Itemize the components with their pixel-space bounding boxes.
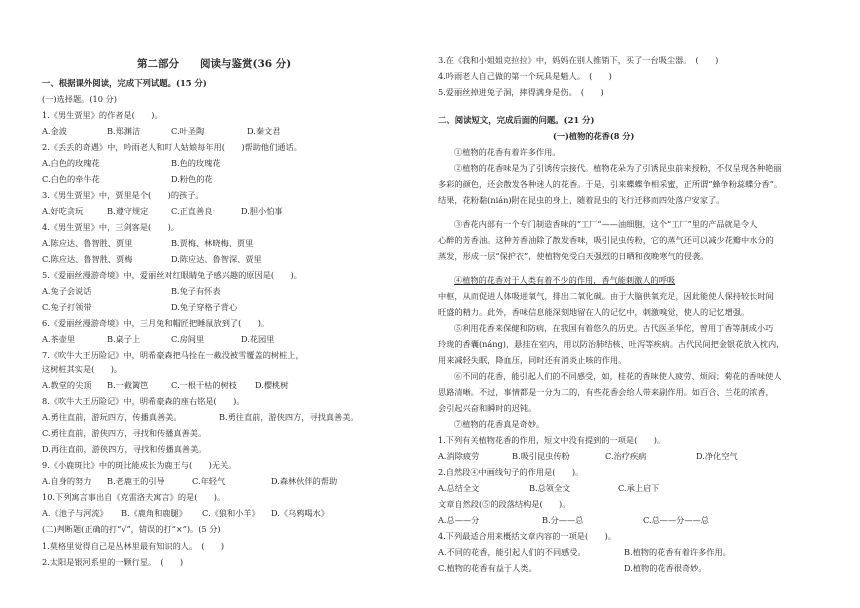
question-1: 1.《男生贾里》的作者是( )。 [42, 110, 163, 120]
option: D.秦文君 [247, 126, 281, 136]
option: C.治疗疾病 [605, 451, 647, 461]
option: A.白色的玫瑰花 [42, 158, 100, 168]
option: A.《池子与河流》 [42, 508, 108, 518]
option: D.植物的花香很奇妙。 [624, 563, 707, 573]
option: A.陈应达、鲁智胜、贾里 [42, 238, 133, 248]
option: D.《乌鸦喝水》 [271, 508, 329, 518]
option: C.正直善良 [171, 206, 213, 216]
option: B.勇往直前，游侠四方，寻找真善美。 [219, 412, 359, 422]
option: C.一根干枯的树枝 [171, 380, 237, 390]
reading-question-1: 1.下列有关植物花香的作用，短文中没有提到的一项是( )。 [438, 435, 666, 445]
paragraph-6-line: ⑥不同的花香，能引起人们的不同感受，如，桂花的香味使人疲劳、烦闷；菊花的香味使人 [454, 371, 782, 381]
option: D.粉色的花 [171, 174, 213, 184]
question-4: 4.《男生贾里》中，三剑客是( )。 [42, 222, 180, 232]
part-title: 第二部分 阅读与鉴赏(36 分) [137, 58, 292, 70]
option: A.不同的花香，能引起人们的不同感受。 [438, 547, 586, 557]
option: B.遵守规定 [107, 206, 149, 216]
option: B.色的玫瑰花 [171, 158, 221, 168]
option: B.贾梅、林晓梅、贾里 [171, 238, 254, 248]
option: D.胆小怕事 [241, 206, 283, 216]
section-2-heading: 二、阅读短文，完成后面的问题。(21 分) [438, 115, 595, 125]
option: A.总——分 [438, 515, 480, 525]
article-title: (一)植物的花香(8 分) [553, 131, 635, 141]
option: A.自身的努力 [42, 476, 92, 486]
question-10: 10.下列寓言事出自《克雷洛夫寓言》的是( )。 [42, 492, 226, 502]
judgement-2: 2.太阳是银河系里的一颗行星。 ( ) [42, 557, 184, 567]
option: D.陈应达、鲁智深、贾里 [171, 254, 262, 264]
paragraph-2-line: 结果，花粉黏(nián)附在昆虫的身上，随着昆虫的飞行迁移而四处落户安家了。 [438, 195, 725, 205]
option: D.净化空气 [696, 451, 738, 461]
question-8: 8.《吹牛大王历险记》中，明希豪森的座右铭是( )。 [42, 396, 245, 406]
reading-question-3: 文章自然段(⑤的段落结构是( )。 [438, 499, 571, 509]
option: C.陈应达、鲁智胜、贾梅 [42, 254, 133, 264]
option: C.白色的牵牛花 [42, 174, 100, 184]
question-7: 7.《吹牛大王历险记》中，明希豪森把马拴在一截没被雪覆盖的树桩上， [42, 350, 304, 360]
paragraph-5-line: 玲珑的香囊(náng)，悬挂在室内，用以防治肺结核、吐泻等疾病。古代民间把金银花放入枕内， [438, 339, 785, 349]
option: C.植物的花香有益于人类。 [438, 563, 537, 573]
question-8-option-d: D.再往直前，游侠四方，寻找和传播真善美。 [42, 444, 207, 454]
judgement-3: 3.在《我和小姐姐克拉拉》中，妈妈在别人推销下，买了一台吸尘器。 ( ) [438, 55, 719, 65]
option: A.茶壶里 [42, 334, 76, 344]
option: A.勇往直前，游玩四方，传播真善美。 [42, 412, 182, 422]
option: B.郑渊洁 [107, 126, 141, 136]
paragraph-4-line: 旺盛的精力。此外，香味信息能深刻地留在人的记忆中，刺激嗅觉，使人的记忆增强。 [438, 307, 750, 317]
judgement-subheading: (二)判断题(正确的打“√”，错误的打“×”)。(5 分) [42, 524, 221, 534]
section-1-heading: 一、根据课外阅读，完成下列试题。(15 分) [42, 78, 207, 88]
option: D.森林伙伴的帮助 [271, 476, 338, 486]
paragraph-5-line: 用来减轻失眠，降血压，同时还有消炎止咳的作用。 [438, 355, 627, 365]
option: B.植物的花香有着许多作用。 [624, 547, 731, 557]
option: A.金波 [42, 126, 67, 136]
option: A.总结全文 [438, 483, 480, 493]
question-7-continued: 这树桩其实是( )。 [42, 364, 123, 374]
paragraph-7: ⑦植物的花香真是奇妙。 [454, 419, 545, 429]
choice-subheading: (一)选择题。(10 分) [42, 94, 117, 104]
option: C.兔子打领带 [42, 302, 92, 312]
paragraph-2-line: ②植物的花香味是为了引诱传宗接代。植物花朵为了引诱昆虫前来授粉，不仅呈现各种艳丽 [454, 163, 782, 173]
paragraph-4-line: 中枢，从而促进人体吸进氧气，排出二氧化碳。由于大脑供氧充足，因此能使人保持较长时间 [438, 291, 774, 301]
option: B.一截篱笆 [107, 380, 149, 390]
option: C.房间里 [171, 334, 205, 344]
question-6: 6.《爱丽丝漫游奇境》中，三月兔和帽匠把睡鼠放到了( )。 [42, 318, 270, 328]
option: B.老鹿王的引导 [107, 476, 165, 486]
paragraph-3-line: ③香花内部有一个专门制造香味的“工厂”——油细胞，这个“工厂”里的产品就是令人 [454, 219, 758, 229]
option: D.花园里 [241, 334, 275, 344]
paragraph-6-line: 思路清晰。不过，事情都是一分为二的，有些花香会给人带来副作用。如百合、兰花的浓香， [438, 387, 774, 397]
paragraph-6-line: 会引起兴奋和瞬时的迟钝。 [438, 403, 537, 413]
option: D.兔子穿格子背心 [171, 302, 238, 312]
option: C.叶圣陶 [171, 126, 205, 136]
option: C.《狼和小羊》 [202, 508, 260, 518]
option: A.好吃贪玩 [42, 206, 84, 216]
option: B.吸引昆虫传粉 [512, 451, 570, 461]
judgement-5: 5.爱丽丝掉进兔子洞，摔得满身是伤。 ( ) [438, 87, 604, 97]
question-2: 2.《丢丢的奇遇》中，吟雨老人和叮人姑娘每年用( )帮助他们通话。 [42, 142, 302, 152]
paragraph-5-line: ⑤利用花香来保健和防病，在我国有着悠久的历史。古代医圣华佗，曾用丁香等制成小巧 [454, 323, 774, 333]
option: A.教堂的尖顶 [42, 380, 92, 390]
reading-question-2: 2.自然段④中画线句子的作用是( )。 [438, 467, 584, 477]
option: B.兔子有怀表 [171, 286, 221, 296]
option: B.分——总 [542, 515, 584, 525]
judgement-1: 1.莫格里觉得自己是丛林里最有知识的人。 ( ) [42, 541, 225, 551]
question-9: 9.《小鹿斑比》中的斑比能成长为鹿王与( )无关。 [42, 460, 237, 470]
option: C.总——分——总 [643, 515, 709, 525]
option: C.承上启下 [618, 483, 660, 493]
option: C.年轻气 [192, 476, 226, 486]
paragraph-3-line: 心醉的芳香油。这种芳香油除了散发香味，吸引昆虫传粉，它的蒸气还可以减少花瓣中水分的 [438, 235, 774, 245]
question-8-option-c: C.勇往直前，游侠四方，寻找和传播真善美。 [42, 428, 207, 438]
option: B.桌子上 [107, 334, 141, 344]
option: A.兔子会说话 [42, 286, 92, 296]
paragraph-3-line: 蒸发，形成一层“保护衣”，使植物免受白天强烈的日晒和夜晚寒气的侵袭。 [438, 251, 709, 261]
judgement-4: 4.吟雨老人自己做的第一个玩具是魁人。 ( ) [438, 71, 612, 81]
option: B.总领全文 [529, 483, 571, 493]
option: B.《鹿角和鹿腿》 [121, 508, 187, 518]
option: D.樱桃树 [255, 380, 289, 390]
paragraph-4-underlined-sentence: ④植物的花香对于人类有着不少的作用，香气能刺激人的呼吸 [454, 275, 676, 285]
question-3: 3.《男生贾里》中，贾里是个( )的孩子。 [42, 190, 204, 200]
option: A.消除疲劳 [438, 451, 480, 461]
reading-question-4: 4.下列最适合用来概括文章内容的一项是( )。 [438, 531, 616, 541]
paragraph-2-line: 多彩的颜色，还会散发各种迷人的花香。于是，引来蝶蝶争相采蜜，正所谓“蜂争粉蕊蝶分香”。 [438, 179, 783, 189]
question-5: 5.《爱丽丝漫游奇境》中，爱丽丝对红眼睛兔子感兴趣的原因是( )。 [42, 270, 302, 280]
paragraph-1: ①植物的花香有着许多作用。 [454, 147, 561, 157]
